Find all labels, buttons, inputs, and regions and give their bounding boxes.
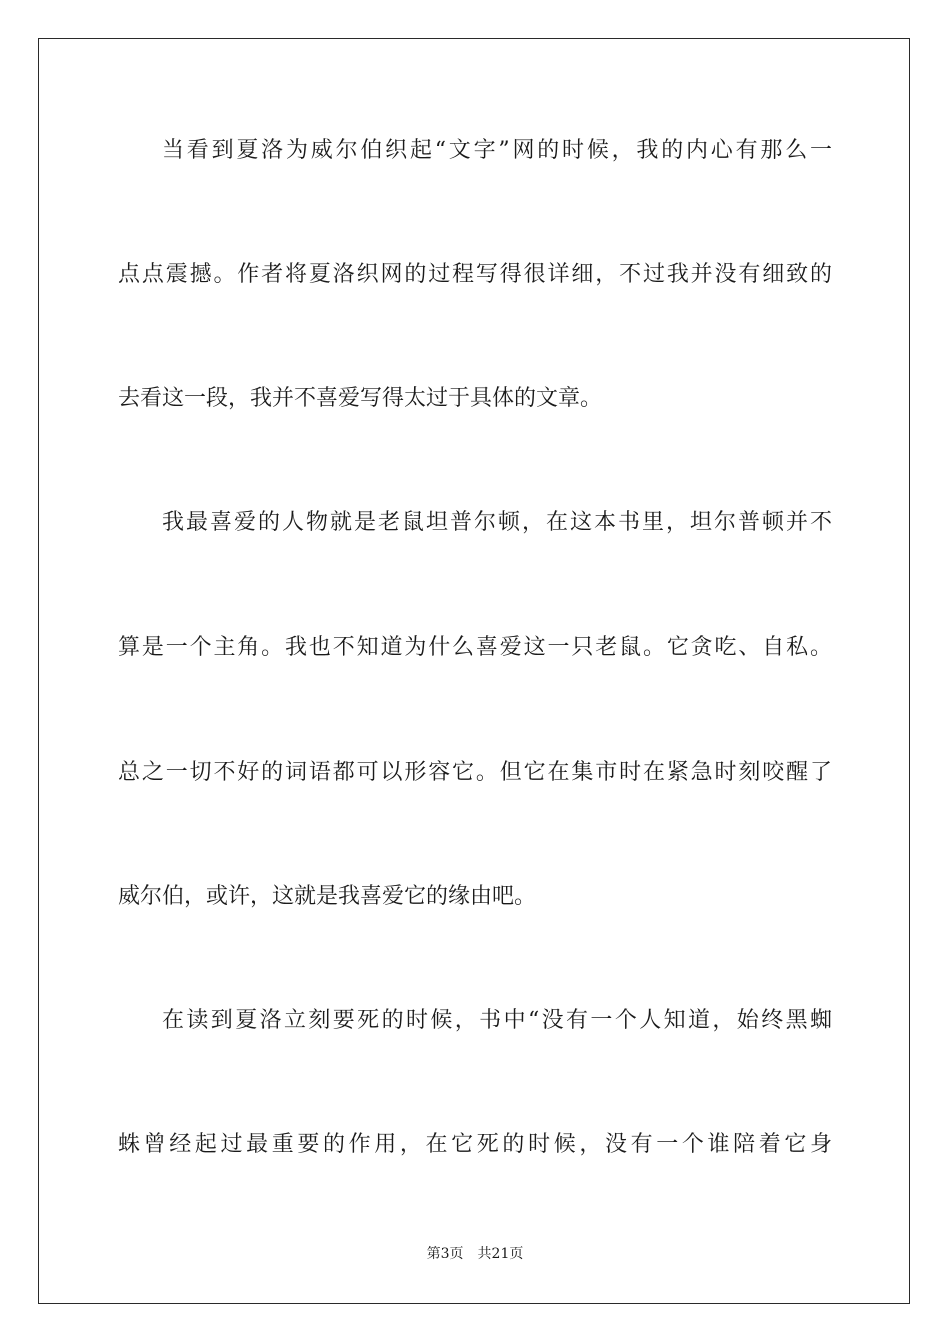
paragraph-line: 当看到夏洛为威尔伯织起“文字”网的时候，我的内心有那么一 xyxy=(162,138,832,163)
page-border xyxy=(38,38,910,1304)
page-total: 共21页 xyxy=(477,1246,524,1262)
paragraph-line: 威尔伯，或许，这就是我喜爱它的缘由吧。 xyxy=(118,884,537,909)
paragraph-line: 在读到夏洛立刻要死的时候，书中“没有一个人知道，始终黑蜘 xyxy=(162,1008,832,1033)
paragraph-line: 蛛曾经起过最重要的作用，在它死的时候，没有一个谁陪着它身 xyxy=(118,1132,832,1157)
page-number: 第3页 xyxy=(426,1246,464,1262)
page-footer xyxy=(0,1244,950,1264)
paragraph-line: 总之一切不好的词语都可以形容它。但它在集市时在紧急时刻咬醒了 xyxy=(118,760,832,785)
paragraph-line: 去看这一段，我并不喜爱写得太过于具体的文章。 xyxy=(118,386,603,411)
paragraph-line: 算是一个主角。我也不知道为什么喜爱这一只老鼠。它贪吃、自私。 xyxy=(118,635,832,660)
paragraph-line: 点点震撼。作者将夏洛织网的过程写得很详细，不过我并没有细致的 xyxy=(118,262,832,287)
paragraph-line: 我最喜爱的人物就是老鼠坦普尔顿，在这本书里，坦尔普顿并不 xyxy=(162,510,832,535)
